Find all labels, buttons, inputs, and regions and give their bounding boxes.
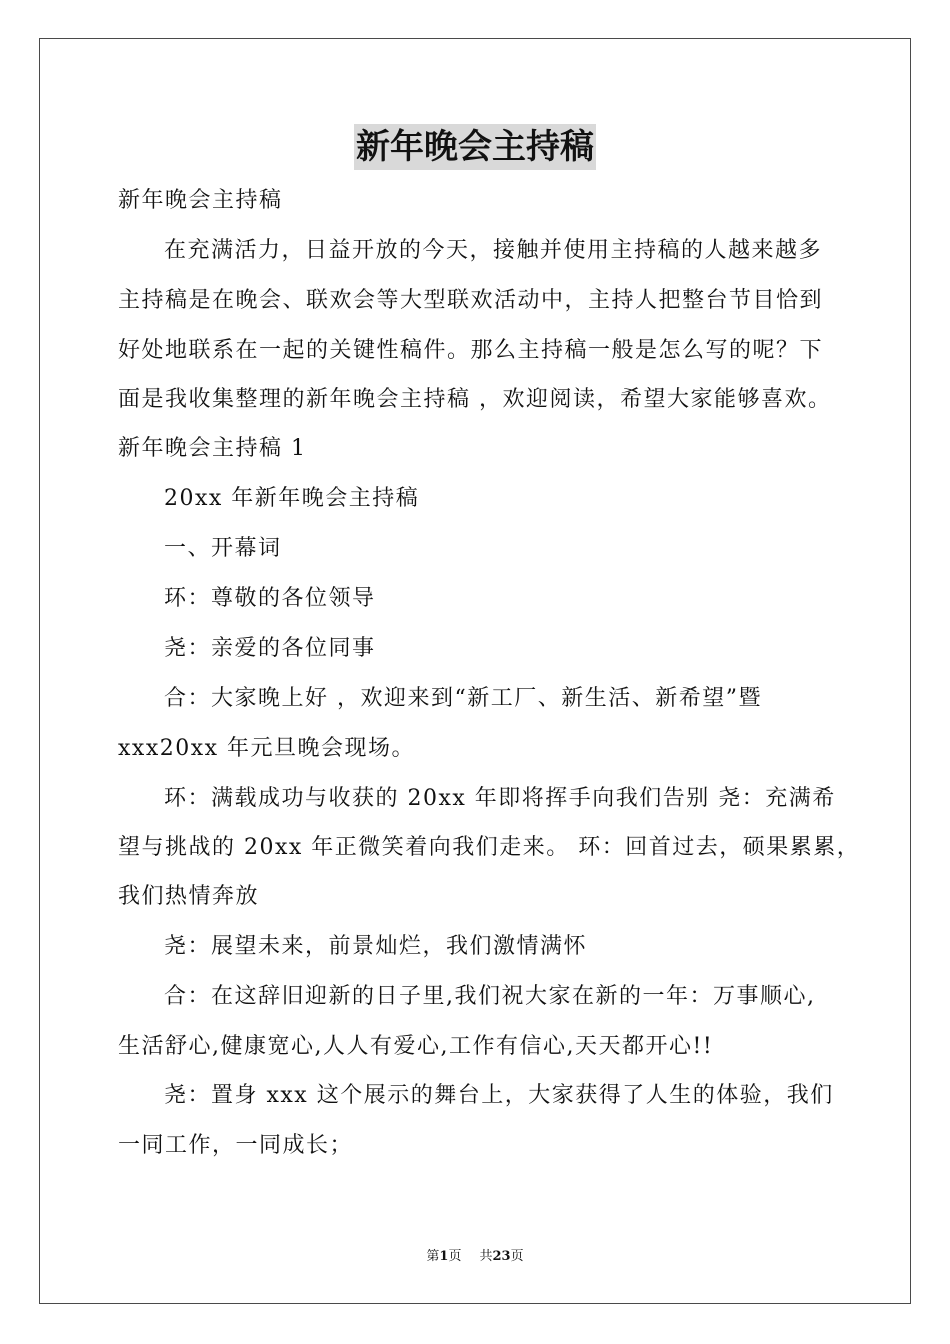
paragraph-line: 主持稿是在晚会、联欢会等大型联欢活动中，主持人把整台节目恰到	[118, 288, 824, 313]
paragraph-line: 在充满活力，日益开放的今天，接触并使用主持稿的人越来越多	[164, 238, 823, 263]
paragraph-line: 新年晚会主持稿	[118, 188, 283, 213]
page-suffix: 页	[448, 1249, 462, 1264]
paragraph-line: 尧：置身 xxx 这个展示的舞台上，大家获得了人生的体验，我们	[164, 1083, 834, 1108]
paragraph-line: 好处地联系在一起的关键性稿件。那么主持稿一般是怎么写的呢？下	[118, 338, 824, 363]
paragraph-line: 望与挑战的 20xx 年正微笑着向我们走来。 环：回首过去，硕果累累，	[118, 835, 861, 860]
page-footer	[0, 1248, 950, 1266]
paragraph-line: 我们热情奔放	[118, 884, 260, 909]
page-prefix: 第	[426, 1249, 440, 1264]
total-suffix: 页	[510, 1249, 524, 1264]
total-prefix: 共	[479, 1249, 493, 1264]
document-title: 新年晚会主持稿	[354, 124, 596, 170]
section-heading: 新年晚会主持稿 1	[118, 436, 307, 461]
title-container	[0, 124, 950, 170]
total-pages: 23	[492, 1249, 511, 1264]
paragraph-line: 尧：展望未来，前景灿烂，我们激情满怀	[164, 934, 588, 959]
paragraph-line: 合：在这辞旧迎新的日子里,我们祝大家在新的一年：万事顺心,	[164, 984, 816, 1009]
page-number: 1	[439, 1249, 449, 1264]
paragraph-line: 20xx 年新年晚会主持稿	[164, 486, 420, 511]
paragraph-line: xxx20xx 年元旦晚会现场。	[118, 736, 416, 761]
paragraph-line: 一、开幕词	[164, 536, 282, 561]
paragraph-line: 生活舒心,健康宽心,人人有爱心,工作有信心,天天都开心!!	[118, 1034, 714, 1059]
page-border	[39, 38, 911, 1304]
paragraph-line: 合：大家晚上好 ，欢迎来到“新工厂、新生活、新希望”暨	[164, 686, 762, 711]
paragraph-line: 面是我收集整理的新年晚会主持稿 ，欢迎阅读，希望大家能够喜欢。	[118, 387, 832, 412]
paragraph-line: 一同工作，一同成长；	[118, 1133, 354, 1158]
paragraph-line: 环：尊敬的各位领导	[164, 586, 376, 611]
paragraph-line: 尧：亲爱的各位同事	[164, 636, 376, 661]
paragraph-line: 环：满载成功与收获的 20xx 年即将挥手向我们告别 尧：充满希	[164, 786, 836, 811]
